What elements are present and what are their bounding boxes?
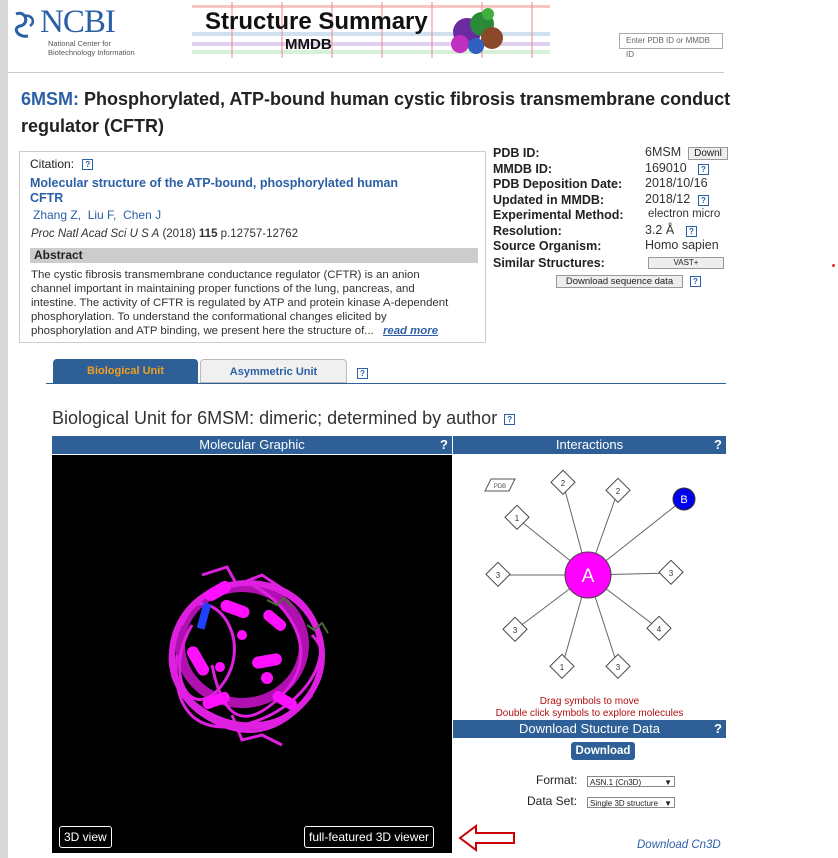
tab-biological-unit[interactable]: Biological Unit: [53, 359, 198, 383]
title-text-line2: regulator (CFTR): [21, 116, 164, 136]
molecule-viewer[interactable]: [52, 455, 452, 853]
download-cn3d-link[interactable]: Download Cn3D: [637, 839, 721, 851]
pdb-node-label: PDB: [493, 484, 507, 490]
author-list: [33, 208, 161, 222]
help-icon[interactable]: ?: [357, 368, 368, 379]
abstract-text: [31, 268, 481, 338]
left-border: [0, 0, 8, 858]
chain-a-label: A: [581, 566, 595, 587]
info-label: Source Organism:: [493, 239, 602, 253]
organism-link[interactable]: Homo sapien: [645, 238, 719, 252]
abstract-line: The cystic fibrosis transmembrane conductance regulator (CFTR) is an anion: [31, 269, 420, 281]
abstract-line: phosphorylation and ATP binding, we present here the structure of...: [31, 325, 374, 337]
interaction-diagram[interactable]: [453, 455, 726, 720]
logo-sub-line1: National Center for: [48, 39, 111, 48]
hint-drag: Drag symbols to move: [539, 696, 640, 707]
download-sequence-button[interactable]: Download sequence data: [556, 275, 683, 288]
interactions-header: [453, 436, 726, 454]
chevron-down-icon: ▼: [664, 799, 672, 808]
abstract-line: intestine. The activity of CFTR is regulated by ATP and protein kinase A-dependent: [31, 297, 449, 309]
molecular-graphic-header: [52, 436, 452, 454]
banner-subtitle: MMDB: [285, 36, 332, 53]
banner-title: Structure Summary: [205, 8, 428, 35]
deposition-date-value: 2018/10/16: [645, 176, 708, 190]
download-structure-header: [453, 720, 726, 738]
mmdb-id-value: 169010: [645, 160, 687, 175]
ligand-node-label: 3: [495, 571, 501, 580]
journal-year: (2018): [162, 228, 196, 240]
method-value: electron micro: [648, 208, 721, 220]
info-label: Updated in MMDB:: [493, 192, 605, 207]
ligand-node-label: 4: [656, 625, 662, 634]
protein-structure-render[interactable]: [52, 455, 452, 853]
journal-pages: p.12757-12762: [220, 228, 299, 240]
interaction-hints: [453, 696, 726, 720]
chevron-down-icon: ▼: [664, 778, 672, 787]
abstract-line: phosphorylation. To understand the conformational changes elicited by: [31, 311, 387, 323]
author-link[interactable]: Zhang Z,: [33, 208, 82, 222]
help-icon[interactable]: ?: [82, 159, 93, 170]
ligand-node-label: 1: [514, 514, 520, 523]
resolution-value: 3.2 Å: [645, 222, 675, 237]
ligand-node-label: 3: [668, 569, 674, 578]
author-link[interactable]: Liu F,: [87, 208, 117, 222]
info-label: MMDB ID:: [493, 161, 553, 176]
interactions-title: Interactions: [555, 437, 624, 452]
pdb-id-link[interactable]: 6MSM: [645, 145, 682, 159]
info-label: PDB Deposition Date:: [493, 177, 623, 191]
ligand-node-label: 3: [615, 663, 621, 672]
dataset-select[interactable]: [587, 797, 675, 808]
chain-b-label: B: [680, 494, 688, 506]
logo-sub-line2: Biotechnology Information: [48, 48, 135, 57]
header-divider: [8, 72, 724, 73]
tab-asymmetric-unit[interactable]: Asymmetric Unit: [200, 359, 347, 383]
download-structure-title: Download Stucture Data: [519, 721, 660, 736]
biological-unit-title: [52, 408, 515, 429]
biological-unit-title-text: Biological Unit for 6MSM: dimeric; determined by author: [52, 408, 498, 428]
updated-date-value: 2018/12: [645, 191, 691, 206]
download-button[interactable]: Download: [571, 742, 635, 760]
3d-view-button[interactable]: 3D view: [59, 826, 112, 848]
tab-underline: [46, 383, 726, 384]
ncbi-logo-subtitle: [48, 39, 143, 57]
stray-dot: [832, 264, 835, 267]
ligand-node-label: 2: [615, 487, 621, 496]
vast-plus-button[interactable]: VAST+: [648, 257, 724, 269]
help-icon[interactable]: ?: [698, 164, 709, 175]
format-select[interactable]: [587, 776, 675, 787]
journal-volume: 115: [198, 228, 218, 240]
help-icon[interactable]: ?: [504, 414, 515, 425]
help-icon[interactable]: ?: [686, 226, 697, 237]
pdb-node[interactable]: [485, 479, 515, 491]
citation-label: Citation:: [30, 157, 75, 171]
article-title-line1[interactable]: Molecular structure of the ATP-bound, phosphorylated human: [30, 176, 399, 190]
dataset-select-value: Single 3D structure: [590, 799, 659, 808]
ncbi-logo-text[interactable]: NCBI: [40, 4, 115, 40]
ncbi-logo-icon[interactable]: [12, 10, 42, 38]
dataset-label: Data Set:: [527, 794, 578, 808]
journal-name: Proc Natl Acad Sci U S A: [31, 228, 160, 240]
info-label: Similar Structures:: [493, 256, 605, 270]
ligand-node-label: 1: [559, 663, 565, 672]
ligand-node-label: 3: [512, 626, 518, 635]
molecular-graphic-title: Molecular Graphic: [199, 437, 305, 452]
full-3d-viewer-button[interactable]: full-featured 3D viewer: [304, 826, 434, 848]
read-more-link[interactable]: read more: [382, 325, 439, 337]
abstract-line: channel important in maintaining proper functions of the lung, pancreas, and: [31, 283, 415, 295]
article-title-line2[interactable]: CFTR: [30, 191, 64, 205]
download-pdb-button[interactable]: Downl: [688, 147, 728, 160]
abstract-header: Abstract: [30, 248, 478, 263]
info-label: Resolution:: [493, 223, 562, 238]
hint-double-click: Double click symbols to explore molecules: [495, 708, 684, 719]
journal-ref: [31, 228, 298, 240]
title-pdb-id: 6MSM:: [21, 89, 79, 109]
search-input[interactable]: Enter PDB ID or MMDB ID: [619, 33, 723, 49]
structure-info: [493, 145, 726, 271]
help-icon[interactable]: ?: [714, 437, 722, 452]
ligand-node-label: 2: [560, 479, 566, 488]
help-icon[interactable]: ?: [440, 437, 448, 452]
red-arrow-icon: [458, 824, 518, 852]
help-icon[interactable]: ?: [714, 721, 722, 736]
citation-header: [30, 157, 93, 171]
help-icon[interactable]: ?: [690, 276, 701, 287]
format-select-value: ASN.1 (Cn3D): [590, 778, 642, 787]
info-label: Experimental Method:: [493, 208, 624, 222]
author-link[interactable]: Chen J: [123, 208, 162, 222]
format-label: Format:: [536, 773, 578, 787]
help-icon[interactable]: ?: [698, 195, 709, 206]
chain-a-node[interactable]: [565, 552, 611, 598]
article-title-link[interactable]: [30, 176, 480, 206]
page-title: [21, 86, 731, 140]
title-text-line1: Phosphorylated, ATP-bound human cystic fibrosis transmembrane conduct: [84, 89, 731, 109]
chain-b-node[interactable]: [673, 488, 695, 510]
info-label: PDB ID:: [493, 146, 540, 160]
